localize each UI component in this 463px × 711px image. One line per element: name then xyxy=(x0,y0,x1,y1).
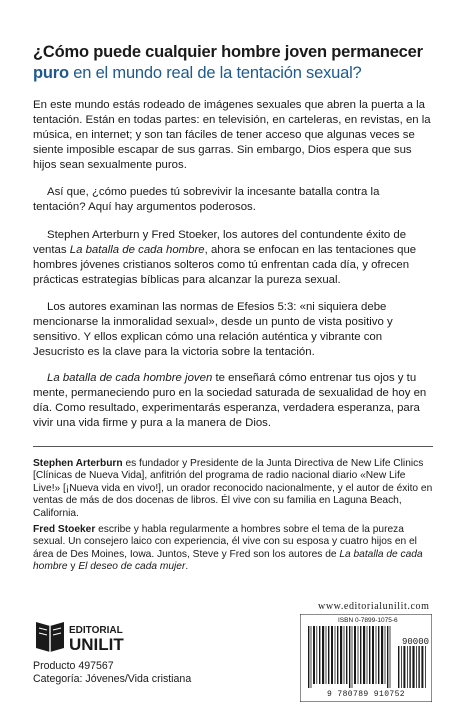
fred-book-2: El deseo de cada mujer xyxy=(78,561,186,573)
barcode xyxy=(300,614,432,702)
closing-paragraph: La batalla de cada hombre joven te enseñará cómo entrenar tus ojos y tu mente, permaneciendo puro en la sociedad saturada de sexualidad de hoy en día. Como resultado, experimentarás esperanza, verdadera esperanza, para vivir una vida firme y pura a la manera de Dios. xyxy=(33,372,427,429)
price-code: 90000 xyxy=(402,637,430,647)
publisher-url: www.editorialunilit.com xyxy=(318,601,430,612)
fred-and: y xyxy=(67,561,79,573)
authors-paragraph xyxy=(33,228,435,288)
product-number: Producto 497567 xyxy=(33,660,114,672)
barcode-number: 9 780789 910752 xyxy=(327,690,406,699)
barcode-bars-main xyxy=(308,626,390,688)
product-info xyxy=(33,660,191,686)
book-title-2: La batalla de cada hombre joven xyxy=(47,372,213,384)
isbn-label: ISBN 0-7899-1075-6 xyxy=(338,617,398,624)
book-icon xyxy=(36,622,64,652)
ephesians-paragraph: Los autores examinan las normas de Efesios 5:3: «ni siquiera debe mencionarse la inmoralidad sexual», desde un punto de vista positivo y sensitivo. Y ellos explican cómo una relación auténtica y vibrante con Jesucristo es la clave para la victoria sobre la tentación. xyxy=(33,301,393,358)
authors-text: Stephen Arterburn y Fred Stoeker, los autores del contundente éxito de ventas La batalla de cada hombre, ahora se enfocan en las tentaciones que hombres jóvenes cristianos solteros como tú enfrentan cada día, y ofrecen prácticas estrategias bíblicas para alcanzar la pureza sexual. xyxy=(33,229,417,286)
publisher-line-2: UNILIT xyxy=(69,635,124,654)
stephen-text: es fundador y Presidente de la Junta Directiva de New Life Clinics [Clínicas de Nueva Vida], anfitrión del programa de radio nacional diario «New Life Live!» [¡Nueva vida en vivo!], un orador reconocido nacionalmente, y el autor de éxito en ventas de más de dos docenas de libros. Él vive con su familia en Laguna Beach, California. xyxy=(33,458,433,519)
headline-part-1: ¿Cómo puede cualquier hombre joven permanecer xyxy=(33,43,423,61)
fred-bio xyxy=(33,524,435,574)
headline-part-3: en el mundo real de la tentación sexual? xyxy=(68,64,362,82)
back-cover-headline xyxy=(33,42,438,84)
question-paragraph: Así que, ¿cómo puedes tú sobrevivir la incesante batalla contra la tentación? Aquí hay argumentos poderosos. xyxy=(33,186,380,213)
headline-part-2: puro xyxy=(33,64,69,82)
intro-paragraph: En este mundo estás rodeado de imágenes sexuales que abren la puerta a la tentación. Están en todas partes: en televisión, en carteleras, en revistas, en la música, en internet; y son tan fáciles de tener acceso que algunas veces se siente imposible escapar de sus garras. Sin embargo, Dios espera que sus hijos sean sexualmente puros. xyxy=(33,99,431,171)
fred-end: . xyxy=(185,561,189,573)
book-title-1: La batalla de cada hombre xyxy=(69,244,205,256)
product-category: Categoría: Jóvenes/Vida cristiana xyxy=(33,673,192,685)
stephen-name: Stephen Arterburn xyxy=(33,458,123,469)
divider xyxy=(33,446,433,447)
publisher-logo xyxy=(33,612,153,660)
fred-book-1: La batalla de cada hombre xyxy=(33,548,423,573)
stephen-bio xyxy=(33,458,435,520)
fred-text: escribe y habla regularmente a hombres sobre el tema de la pureza sexual. Un consejero laico con experiencia, él vive con su esposa y cuatro hijos en el área de Des Moines, Iowa. Juntos, Steve y Fred son los autores de xyxy=(33,524,417,560)
publisher-line-1: EDITORIAL xyxy=(69,625,123,636)
fred-name: Fred Stoeker xyxy=(33,524,96,535)
